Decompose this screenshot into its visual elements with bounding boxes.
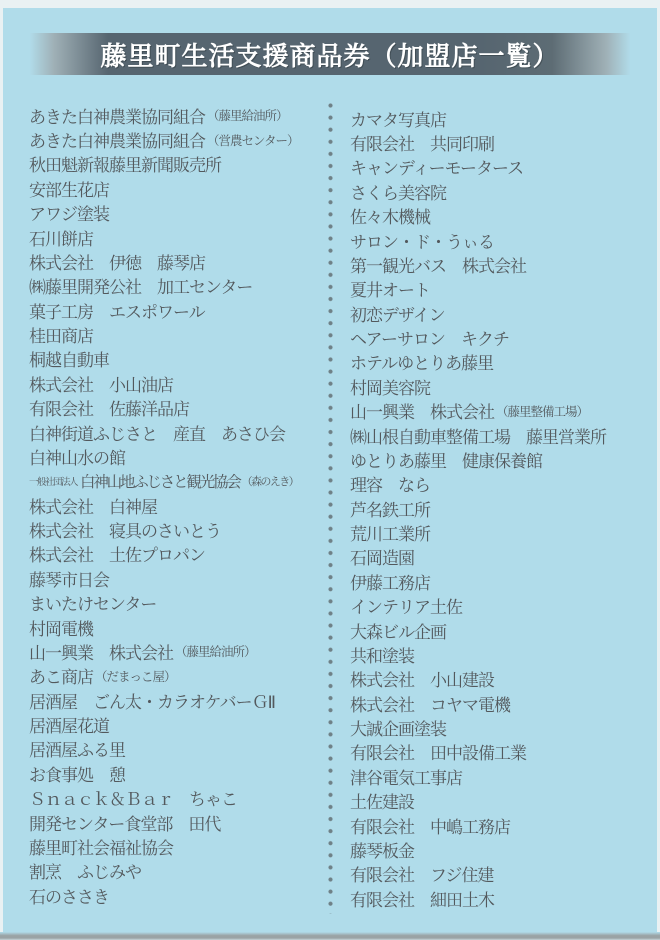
store-list-item <box>29 493 329 517</box>
store-name: 大誠企画塗装 <box>350 720 446 740</box>
store-name: 石のささき <box>29 887 109 907</box>
store-list-item <box>29 517 329 541</box>
member-store-list-right <box>350 106 645 910</box>
store-list-item <box>350 618 645 642</box>
store-name: ヘアーサロン キクチ <box>350 330 509 350</box>
store-list-item <box>350 399 645 423</box>
store-list-item <box>350 204 645 228</box>
store-branch-note: （営農センター） <box>207 133 299 148</box>
scan-bottom-edge <box>0 932 660 940</box>
store-name: 桐越自動車 <box>29 351 109 371</box>
store-list-item <box>350 447 645 471</box>
store-list-item <box>29 761 329 785</box>
store-list-item <box>29 274 329 298</box>
store-list-item <box>29 201 329 225</box>
store-name: 伊藤工務店 <box>350 573 430 593</box>
store-list-item <box>29 883 329 907</box>
store-name: 白神山水の館 <box>29 448 125 468</box>
store-list-item <box>350 496 645 520</box>
member-store-list-left <box>29 103 329 907</box>
store-name: さくら美容院 <box>350 183 446 203</box>
store-name: まいたけセンター <box>29 595 157 615</box>
store-branch-note: （だまっこ屋） <box>95 669 176 684</box>
store-name: 有限会社 細田土木 <box>350 890 494 910</box>
store-list-item <box>350 520 645 544</box>
store-name: 割烹 ふじみや <box>29 863 141 883</box>
store-name: 荒川工業所 <box>350 525 430 545</box>
store-name: 株式会社 伊徳 藤琴店 <box>29 253 205 273</box>
store-name: 有限会社 フジ住建 <box>350 866 494 886</box>
store-name: 居酒屋花道 <box>29 717 109 737</box>
store-list-item <box>350 179 645 203</box>
store-list-item <box>350 155 645 179</box>
store-list-item <box>29 420 329 444</box>
store-list-item <box>350 691 645 715</box>
store-name: 村岡美容院 <box>350 378 430 398</box>
store-name: サロン・ド・うぃる <box>350 232 494 252</box>
store-list-item <box>350 423 645 447</box>
store-name: 初恋デザイン <box>350 305 445 325</box>
store-list-item <box>350 642 645 666</box>
store-name: お食事処 憩 <box>29 765 125 785</box>
store-name: カマタ写真店 <box>350 110 446 130</box>
store-name: ㈱藤里開発公社 加工センター <box>29 278 253 298</box>
store-list-item <box>29 152 329 176</box>
store-name: 秋田魁新報藤里新聞販売所 <box>29 156 221 176</box>
store-list-item <box>29 566 329 590</box>
page-title: 藤里町生活支援商品券（加盟店一覧） <box>100 40 560 71</box>
store-list-item <box>350 789 645 813</box>
store-name: 有限会社 中嶋工務店 <box>350 817 510 837</box>
store-name: 有限会社 共同印刷 <box>350 135 494 155</box>
store-list-item <box>350 545 645 569</box>
store-list-item <box>29 347 329 371</box>
store-name: 株式会社 白神屋 <box>29 497 157 517</box>
store-name: 株式会社 コヤマ電機 <box>350 695 510 715</box>
store-list-item <box>350 886 645 910</box>
store-list-item <box>350 374 645 398</box>
store-list-item <box>29 249 329 273</box>
store-name: 石岡造園 <box>350 549 414 569</box>
store-name: 白神山地ふじさと観光協会 <box>80 473 240 491</box>
store-name: あきた白神農業協同組合 <box>29 132 205 152</box>
dotted-divider <box>327 102 334 914</box>
store-corporate-prefix: 一般社団法人 <box>29 476 78 488</box>
store-name: 安部生花店 <box>29 180 109 200</box>
store-name: 藤琴板金 <box>350 841 414 861</box>
store-name: 佐々木機械 <box>350 208 430 228</box>
store-list-item <box>29 176 329 200</box>
store-list-item <box>350 325 645 349</box>
store-branch-note: （藤里給油所） <box>175 645 256 660</box>
store-list-item <box>29 810 329 834</box>
store-name: 株式会社 小山建設 <box>350 671 494 691</box>
store-name: 株式会社 寝具のさいとう <box>29 522 221 542</box>
store-list-item <box>29 469 329 493</box>
store-list-item <box>29 225 329 249</box>
store-list-item <box>29 591 329 615</box>
store-list-item <box>29 688 329 712</box>
store-name: ゆとりあ藤里 健康保養館 <box>350 451 542 471</box>
store-name: 理容 なら <box>350 476 430 496</box>
store-name: 村岡電機 <box>29 619 93 639</box>
store-list-item <box>350 350 645 374</box>
store-list-item <box>350 130 645 154</box>
store-list-item <box>29 127 329 151</box>
title-banner <box>30 33 630 75</box>
store-list-item <box>29 639 329 663</box>
store-name: あこ商店 <box>29 668 93 688</box>
store-name: あきた白神農業協同組合 <box>29 107 205 127</box>
store-list-item <box>350 106 645 130</box>
store-name: 株式会社 土佐プロパン <box>29 546 205 566</box>
store-list-item <box>350 569 645 593</box>
store-name: 株式会社 小山油店 <box>29 375 173 395</box>
store-list-item <box>350 472 645 496</box>
store-name: 大森ビル企画 <box>350 622 446 642</box>
store-list-item <box>350 862 645 886</box>
store-list-item <box>29 712 329 736</box>
store-list-item <box>29 542 329 566</box>
store-list-item <box>29 786 329 810</box>
store-name: 藤琴市日会 <box>29 570 109 590</box>
store-list-item <box>29 298 329 322</box>
store-name: 山一興業 株式会社 <box>350 403 494 423</box>
store-name: 桂田商店 <box>29 327 93 347</box>
store-name: ホテルゆとりあ藤里 <box>350 354 494 374</box>
store-list-item <box>29 444 329 468</box>
store-list-item <box>350 715 645 739</box>
store-name: Ｓｎａｃｋ＆Ｂａｒ ちゃこ <box>29 790 237 810</box>
store-name: 山一興業 株式会社 <box>29 643 173 663</box>
store-list-item <box>29 664 329 688</box>
store-list-item <box>29 396 329 420</box>
store-name: アワジ塗装 <box>29 205 109 225</box>
store-name: 有限会社 田中設備工業 <box>350 744 526 764</box>
store-branch-note: （藤里整備工場） <box>496 404 589 419</box>
store-name: 芦名鉄工所 <box>350 500 430 520</box>
store-branch-note: （森のえき） <box>241 475 299 488</box>
store-name: キャンディーモータース <box>350 159 524 179</box>
store-list-item <box>350 252 645 276</box>
store-list-item <box>29 371 329 395</box>
store-name: ㈱山根自動車整備工場 藤里営業所 <box>350 427 606 447</box>
store-list-item <box>350 813 645 837</box>
store-list-item <box>29 834 329 858</box>
flyer-page <box>3 8 657 940</box>
store-name: 白神街道ふじさと 産直 あさひ会 <box>29 424 285 444</box>
store-list-item <box>350 301 645 325</box>
store-name: 有限会社 佐藤洋品店 <box>29 400 189 420</box>
store-name: インテリア土佐 <box>350 598 462 618</box>
store-list-item <box>350 837 645 861</box>
store-list-item <box>29 103 329 127</box>
store-name: 津谷電気工事店 <box>350 768 462 788</box>
store-name: 居酒屋ふる里 <box>29 741 125 761</box>
store-list-item <box>29 737 329 761</box>
store-list-item <box>350 764 645 788</box>
store-name: 居酒屋 ごん太・カラオケバーＧⅡ <box>29 692 276 712</box>
store-list-item <box>350 277 645 301</box>
store-list-item <box>350 667 645 691</box>
store-name: 開発センター食堂部 田代 <box>29 814 221 834</box>
store-list-item <box>29 615 329 639</box>
store-list-item <box>29 859 329 883</box>
store-name: 土佐建設 <box>350 793 414 813</box>
store-branch-note: （藤里給油所） <box>207 109 288 124</box>
store-name: 菓子工房 エスポワール <box>29 302 205 322</box>
store-name: 共和塗装 <box>350 646 414 666</box>
store-list-item <box>350 594 645 618</box>
store-name: 夏井オート <box>350 281 430 301</box>
store-list-item <box>350 740 645 764</box>
store-list-item <box>29 322 329 346</box>
store-list-item <box>350 228 645 252</box>
store-name: 藤里町社会福祉協会 <box>29 838 173 858</box>
store-name: 第一観光バス 株式会社 <box>350 256 526 276</box>
store-name: 石川餅店 <box>29 229 93 249</box>
